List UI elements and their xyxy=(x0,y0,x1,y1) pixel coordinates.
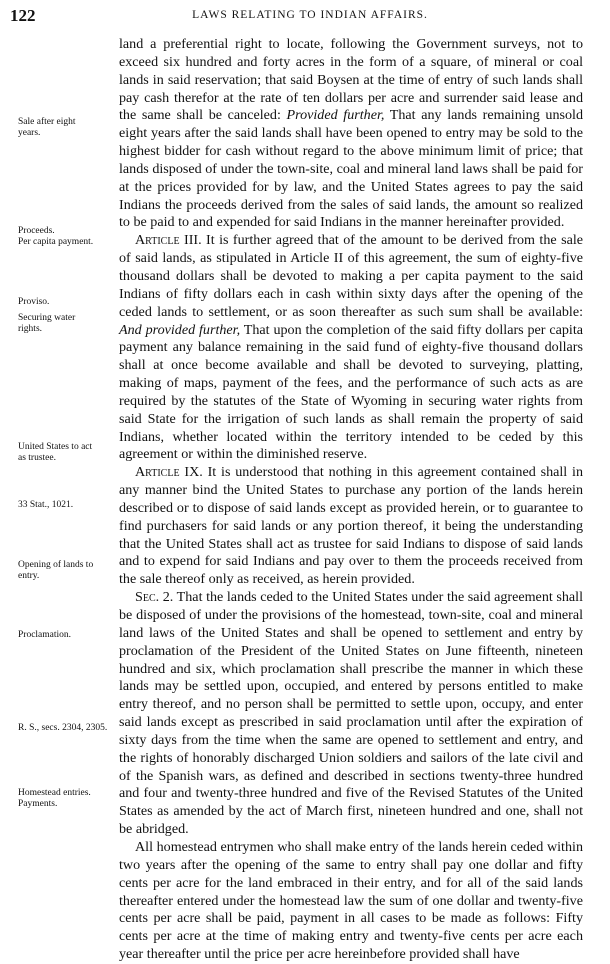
margin-note-revised-statutes: R. S., secs. 2304, 2305. xyxy=(18,723,108,733)
running-title: LAWS RELATING TO INDIAN AFFAIRS. xyxy=(192,9,428,21)
margin-note-homestead-entries: Homestead entries. Payments. xyxy=(18,788,91,809)
margin-note-stat-citation: 33 Stat., 1021. xyxy=(18,500,74,510)
paragraph-section-2: Sec. 2. That the lands ceded to the United States under the said agreement shall be disposed of under the provisions of the homestead, town-site, coal and mineral land laws of the United States and shall be opened to settlement and entry by proclamation of the President of the United States on June fifteenth, nineteen hundred and six, which proclamation shall prescribe the manner in which these lands may be settled upon, occupied, and entered by persons entitled to make entry thereof, and no person shall be permitted to settle upon, occupy, and enter said lands except as prescribed in said proclamation until after the expiration of sixty days from the time when the same are opened to settlement and entry, and the rights of honorably discharged Union soldiers and sailors of the late civil and of the Spanish wars, as defined and described in sections twenty-three hundred and four and twenty-three hundred and five of the Revised Statutes of the United States as amended by the act of March first, nineteen hundred and one, shall not be abridged. xyxy=(119,589,583,838)
margin-note-proviso: Proviso. xyxy=(18,297,50,307)
paragraph-article-ix: Article IX. It is understood that nothing in this agreement contained shall in any manner bind the United States to purchase any portion of the lands herein described or to dispose of said lands except as provided herein, or to guarantee to find purchasers for said lands or any portion thereof, it being the understanding that the United States shall act as trustee for said Indians to dispose of said lands and to expend for said Indians and pay over to them the proceeds received from the sale thereof only as received, as herein provided. xyxy=(119,464,583,588)
page-number: 122 xyxy=(10,6,36,25)
paragraph-continuation: land a preferential right to locate, following the Government surveys, not to exceed six hundred and forty acres in the form of a square, of mineral or coal lands in said reservation; that said Boysen at the time of entry of such lands shall pay cash therefor at the rate of ten dollars per acre and surrender said lease and the same shall be canceled: Provided further, That any lands remaining unsold eight years after the said lands shall have been opened to entry may be sold to the highest bidder for cash without regard to the above minimum limit of price; that lands disposed of under the town-site, coal and mineral land laws shall be paid for at the prices provided for by law, and the United States agrees to pay the said Indians the proceeds derived from the sales of said lands, the amount so realized to be paid to and expended for said Indians in the manner hereinafter provided. xyxy=(119,36,583,231)
margin-note-proceeds: Proceeds. Per capita payment. xyxy=(18,226,94,247)
margin-note-opening-of-lands: Opening of lands to entry. xyxy=(18,560,94,581)
margin-note-proclamation: Proclamation. xyxy=(18,630,72,640)
paragraph-homestead-entries: All homestead entrymen who shall make entry of the lands herein ceded within two years after the opening of the same to entry shall pay one dollar and fifty cents per acre for the land embraced in their entry, and for all of the said lands thereafter entered under the homestead law the sum of one dollar and twenty-five cents per acre shall be paid, payment in all cases to be made as follows: Fifty cents per acre at the time of making entry and twenty-five cents per acre each year thereafter until the price per acre hereinbefore provided shall have xyxy=(119,838,583,963)
margin-note-sale-after-eight-years: Sale after eight years. xyxy=(18,117,76,138)
margin-note-united-states-trustee: United States to act as trustee. xyxy=(18,442,93,463)
paragraph-article-iii: Article III. It is further agreed that of the amount to be derived from the sale of said lands, as stipulated in Article II of this agreement, the sum of eighty-five thousand dollars shall be devoted to making a per capita payment to the said Indians of fifty dollars each in cash within sixty days after the opening of the ceded lands to settlement, or as soon thereafter as such sum shall be available: And provided further, That upon the completion of the said fifty dollars per capita payment any balance remaining in the said fund of eighty-five thousand dollars shall at once become available and shall be devoted to surveying, platting, making of maps, payment of the fees, and the performance of such acts as are required by the statutes of the State of Wyoming in securing water rights from said State for the irrigation of such lands as shall remain the property of said Indians, whether located within the territory intended to be ceded by this agreement or within the diminished reserve. xyxy=(119,232,584,463)
page-header xyxy=(10,6,590,28)
body-text xyxy=(119,36,584,963)
margin-note-securing-water-rights: Securing water rights. xyxy=(18,313,76,334)
